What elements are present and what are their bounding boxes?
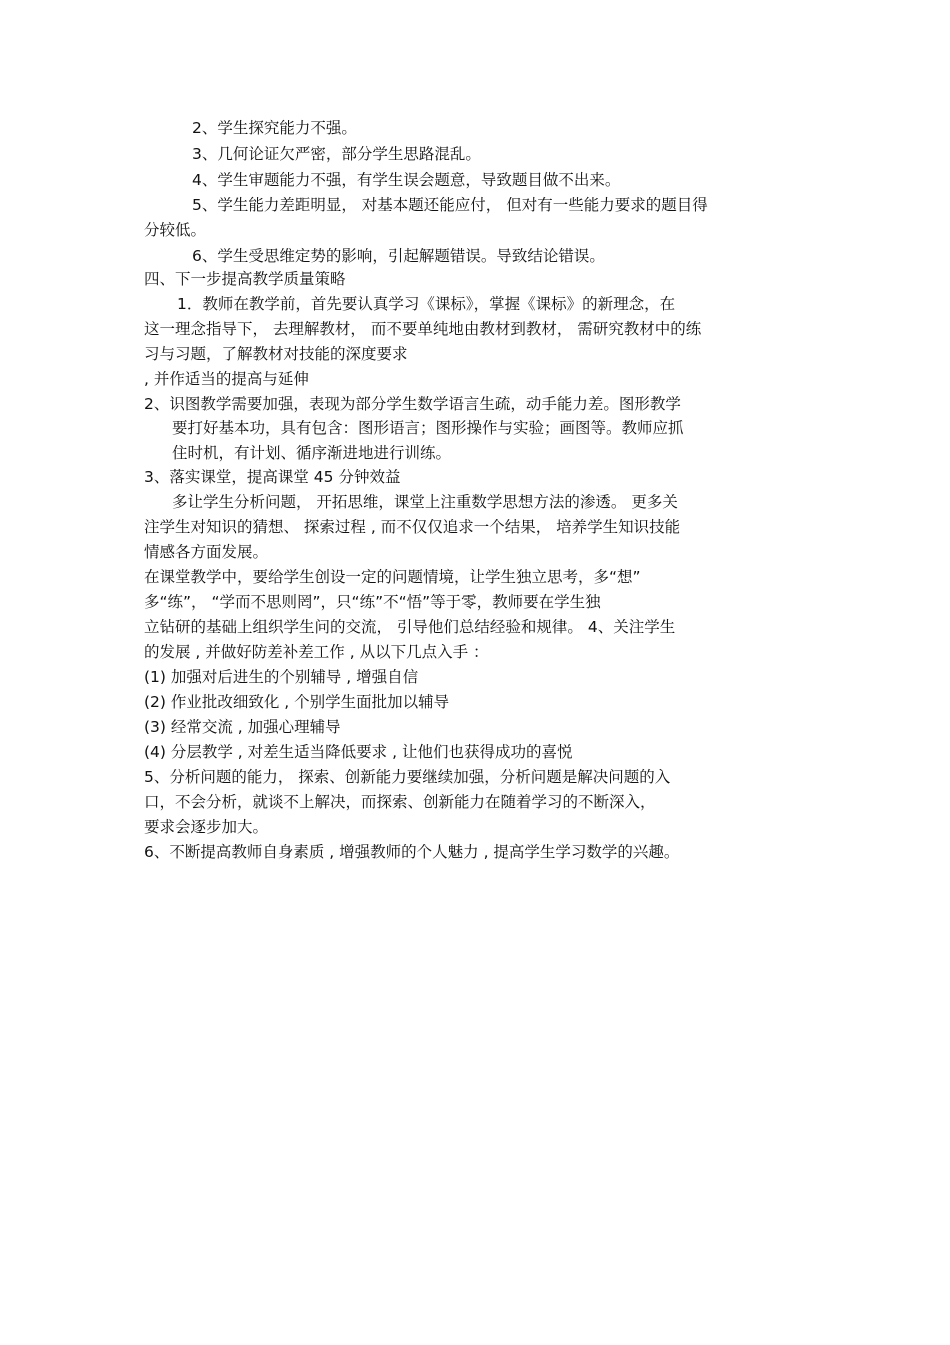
- text-line: 5、学生能力差距明显， 对基本题还能应付， 但对有一些能力要求的题目得: [192, 196, 708, 214]
- text-line: 3、几何论证欠严密，部分学生思路混乱。: [192, 145, 481, 163]
- text-line: 5、分析问题的能力， 探索、创新能力要继续加强，分析问题是解决问题的入: [144, 768, 671, 786]
- text-line: 住时机，有计划、循序渐进地进行训练。: [172, 444, 452, 462]
- text-line: 2、识图教学需要加强，表现为部分学生数学语言生疏，动手能力差。图形教学: [144, 395, 681, 413]
- text-line: 习与习题，了解教材对技能的深度要求: [144, 345, 408, 363]
- text-line: 要求会逐步加大。: [144, 818, 269, 836]
- list-item: (3) 经常交流 , 加强心理辅导: [144, 718, 341, 736]
- text-line: 多“练”， “学而不思则罔”，只“练”不“悟”等于零，教师要在学生独: [144, 593, 601, 611]
- text-line: 要打好基本功，具有包含：图形语言；图形操作与实验；画图等。教师应抓: [172, 419, 684, 437]
- text-line: 这一理念指导下， 去理解教材， 而不要单纯地由教材到教材， 需研究教材中的练: [144, 320, 702, 338]
- text-line: 3、落实课堂，提高课堂 45 分钟效益: [144, 468, 401, 486]
- text-line: 1．教师在教学前，首先要认真学习《课标》，掌握《课标》的新理念，在: [177, 295, 676, 313]
- text-line: 2、学生探究能力不强。: [192, 119, 357, 137]
- text-line: 情感各方面发展。: [144, 543, 269, 561]
- text-line: 多让学生分析问题， 开拓思维，课堂上注重数学思想方法的渗透。 更多关: [172, 493, 678, 511]
- text-line: 在课堂教学中，要给学生创设一定的问题情境，让学生独立思考，多“想”: [144, 568, 641, 586]
- text-line: 的发展 , 并做好防差补差工作 , 从以下几点入手 ：: [144, 643, 489, 661]
- text-line: , 并作适当的提高与延伸: [144, 370, 309, 388]
- text-line: 口，不会分析，就谈不上解决，而探索、创新能力在随着学习的不断深入，: [144, 793, 656, 811]
- text-line: 分较低。: [144, 221, 207, 239]
- text-line: 6、不断提高教师自身素质 , 增强教师的个人魅力 , 提高学生学习数学的兴趣。: [144, 843, 680, 861]
- text-line: 4、学生审题能力不强，有学生误会题意，导致题目做不出来。: [192, 171, 621, 189]
- text-line: 立钻研的基础上组织学生问的交流， 引导他们总结经验和规律。 4、关注学生: [144, 618, 676, 636]
- list-item: (4) 分层教学 , 对差生适当降低要求 , 让他们也获得成功的喜悦: [144, 743, 573, 761]
- list-item: (2) 作业批改细致化 , 个别学生面批加以辅导: [144, 693, 450, 711]
- text-line: 注学生对知识的猜想、 探索过程 , 而不仅仅追求一个结果， 培养学生知识技能: [144, 518, 681, 536]
- list-item: (1) 加强对后进生的个别辅导 , 增强自信: [144, 668, 419, 686]
- text-line: 6、学生受思维定势的影响，引起解题错误。导致结论错误。: [192, 247, 605, 265]
- section-heading: 四、下一步提高教学质量策略: [144, 270, 346, 288]
